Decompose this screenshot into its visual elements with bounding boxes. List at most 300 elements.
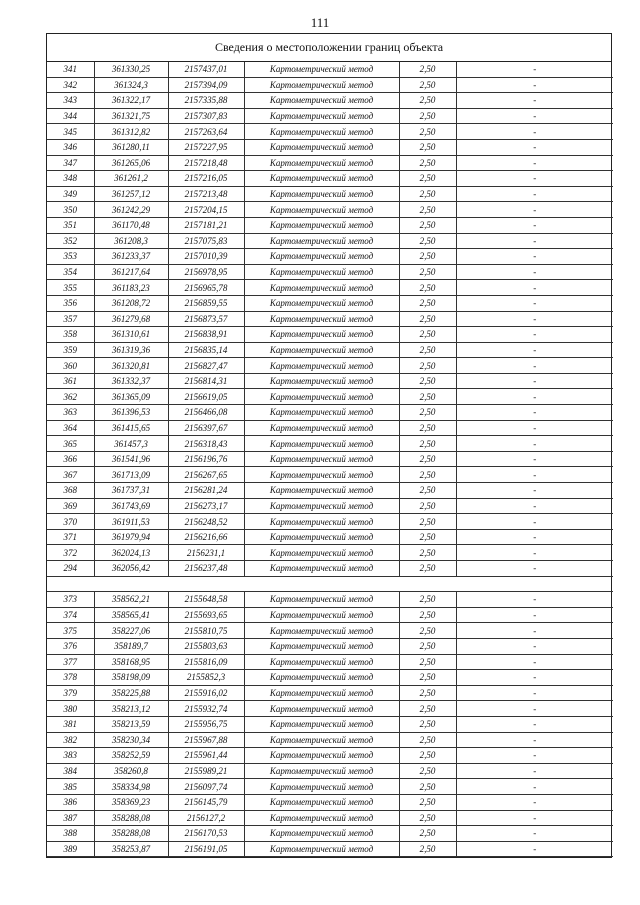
point-number-cell: 359 [47, 342, 94, 358]
method-cell: Картометрический метод [244, 810, 399, 826]
description-cell: - [456, 763, 613, 779]
table-title: Сведения о местоположении границ объекта [47, 34, 611, 62]
x-coordinate-cell: 361242,29 [94, 202, 168, 218]
point-number-cell: 363 [47, 405, 94, 421]
x-coordinate-cell: 361737,31 [94, 483, 168, 499]
y-coordinate-cell: 2156978,95 [168, 264, 244, 280]
description-cell: - [456, 732, 613, 748]
description-cell: - [456, 545, 613, 561]
point-number-cell: 371 [47, 529, 94, 545]
x-coordinate-cell: 361170,48 [94, 217, 168, 233]
point-number-cell: 362 [47, 389, 94, 405]
x-coordinate-cell: 361279,68 [94, 311, 168, 327]
table-row [47, 826, 613, 842]
accuracy-cell: 2,50 [399, 264, 456, 280]
y-coordinate-cell: 2155967,88 [168, 732, 244, 748]
method-cell: Картометрический метод [244, 295, 399, 311]
description-cell: - [456, 826, 613, 842]
method-cell: Картометрический метод [244, 311, 399, 327]
accuracy-cell: 2,50 [399, 763, 456, 779]
table-row [47, 545, 613, 561]
point-number-cell: 350 [47, 202, 94, 218]
x-coordinate-cell: 358562,21 [94, 592, 168, 608]
table-row [47, 249, 613, 265]
point-number-cell: 381 [47, 716, 94, 732]
x-coordinate-cell: 361415,65 [94, 420, 168, 436]
point-number-cell: 370 [47, 514, 94, 530]
y-coordinate-cell: 2156267,65 [168, 467, 244, 483]
point-number-cell: 382 [47, 732, 94, 748]
description-cell: - [456, 186, 613, 202]
point-number-cell: 343 [47, 93, 94, 109]
point-number-cell: 356 [47, 295, 94, 311]
description-cell: - [456, 685, 613, 701]
x-coordinate-cell: 361321,75 [94, 108, 168, 124]
y-coordinate-cell: 2156216,66 [168, 529, 244, 545]
description-cell: - [456, 358, 613, 374]
point-number-cell: 353 [47, 249, 94, 265]
accuracy-cell: 2,50 [399, 77, 456, 93]
point-number-cell: 374 [47, 607, 94, 623]
table-row [47, 217, 613, 233]
x-coordinate-cell: 358168,95 [94, 654, 168, 670]
x-coordinate-cell: 361541,96 [94, 451, 168, 467]
y-coordinate-cell: 2156873,57 [168, 311, 244, 327]
description-cell: - [456, 561, 613, 577]
description-cell: - [456, 155, 613, 171]
accuracy-cell: 2,50 [399, 841, 456, 857]
x-coordinate-cell: 361330,25 [94, 62, 168, 77]
point-number-cell: 367 [47, 467, 94, 483]
description-cell: - [456, 623, 613, 639]
table-row [47, 420, 613, 436]
accuracy-cell: 2,50 [399, 483, 456, 499]
table-row [47, 732, 613, 748]
table-row [47, 186, 613, 202]
x-coordinate-cell: 358369,23 [94, 794, 168, 810]
group-separator-row [47, 576, 613, 592]
point-number-cell: 384 [47, 763, 94, 779]
y-coordinate-cell: 2157213,48 [168, 186, 244, 202]
y-coordinate-cell: 2156318,43 [168, 436, 244, 452]
table-row [47, 607, 613, 623]
accuracy-cell: 2,50 [399, 280, 456, 296]
table-row [47, 124, 613, 140]
accuracy-cell: 2,50 [399, 373, 456, 389]
table-row [47, 451, 613, 467]
method-cell: Картометрический метод [244, 623, 399, 639]
method-cell: Картометрический метод [244, 748, 399, 764]
accuracy-cell: 2,50 [399, 654, 456, 670]
method-cell: Картометрический метод [244, 280, 399, 296]
y-coordinate-cell: 2156859,55 [168, 295, 244, 311]
accuracy-cell: 2,50 [399, 561, 456, 577]
point-number-cell: 365 [47, 436, 94, 452]
method-cell: Картометрический метод [244, 124, 399, 140]
y-coordinate-cell: 2156814,31 [168, 373, 244, 389]
description-cell: - [456, 108, 613, 124]
table-row [47, 358, 613, 374]
description-cell: - [456, 202, 613, 218]
table-row [47, 763, 613, 779]
table-row [47, 483, 613, 499]
y-coordinate-cell: 2155810,75 [168, 623, 244, 639]
method-cell: Картометрический метод [244, 264, 399, 280]
description-cell: - [456, 607, 613, 623]
point-number-cell: 386 [47, 794, 94, 810]
method-cell: Картометрический метод [244, 373, 399, 389]
x-coordinate-cell: 358288,08 [94, 826, 168, 842]
method-cell: Картометрический метод [244, 108, 399, 124]
table-row [47, 685, 613, 701]
y-coordinate-cell: 2156466,08 [168, 405, 244, 421]
description-cell: - [456, 280, 613, 296]
x-coordinate-cell: 358213,59 [94, 716, 168, 732]
point-number-cell: 347 [47, 155, 94, 171]
accuracy-cell: 2,50 [399, 93, 456, 109]
y-coordinate-cell: 2155648,58 [168, 592, 244, 608]
point-number-cell: 349 [47, 186, 94, 202]
description-cell: - [456, 451, 613, 467]
accuracy-cell: 2,50 [399, 171, 456, 187]
x-coordinate-cell: 361319,36 [94, 342, 168, 358]
y-coordinate-cell: 2155916,02 [168, 685, 244, 701]
method-cell: Картометрический метод [244, 498, 399, 514]
x-coordinate-cell: 358565,41 [94, 607, 168, 623]
method-cell: Картометрический метод [244, 638, 399, 654]
description-cell: - [456, 498, 613, 514]
description-cell: - [456, 748, 613, 764]
y-coordinate-cell: 2157218,48 [168, 155, 244, 171]
description-cell: - [456, 233, 613, 249]
description-cell: - [456, 436, 613, 452]
method-cell: Картометрический метод [244, 77, 399, 93]
point-number-cell: 366 [47, 451, 94, 467]
method-cell: Картометрический метод [244, 217, 399, 233]
description-cell: - [456, 171, 613, 187]
point-number-cell: 368 [47, 483, 94, 499]
method-cell: Картометрический метод [244, 327, 399, 343]
table-row [47, 701, 613, 717]
description-cell: - [456, 62, 613, 77]
point-number-cell: 373 [47, 592, 94, 608]
y-coordinate-cell: 2156397,67 [168, 420, 244, 436]
coordinates-table [47, 62, 613, 857]
table-row [47, 264, 613, 280]
accuracy-cell: 2,50 [399, 826, 456, 842]
y-coordinate-cell: 2156231,1 [168, 545, 244, 561]
point-number-cell: 376 [47, 638, 94, 654]
accuracy-cell: 2,50 [399, 607, 456, 623]
description-cell: - [456, 483, 613, 499]
y-coordinate-cell: 2155932,74 [168, 701, 244, 717]
table-row [47, 436, 613, 452]
x-coordinate-cell: 358230,34 [94, 732, 168, 748]
description-cell: - [456, 405, 613, 421]
description-cell: - [456, 342, 613, 358]
table-row [47, 561, 613, 577]
accuracy-cell: 2,50 [399, 436, 456, 452]
method-cell: Картометрический метод [244, 155, 399, 171]
y-coordinate-cell: 2156097,74 [168, 779, 244, 795]
x-coordinate-cell: 361280,11 [94, 139, 168, 155]
table-row [47, 295, 613, 311]
description-cell: - [456, 638, 613, 654]
point-number-cell: 372 [47, 545, 94, 561]
method-cell: Картометрический метод [244, 779, 399, 795]
method-cell: Картометрический метод [244, 514, 399, 530]
accuracy-cell: 2,50 [399, 249, 456, 265]
point-number-cell: 360 [47, 358, 94, 374]
description-cell: - [456, 529, 613, 545]
x-coordinate-cell: 361217,64 [94, 264, 168, 280]
y-coordinate-cell: 2157181,21 [168, 217, 244, 233]
x-coordinate-cell: 361257,12 [94, 186, 168, 202]
table-row [47, 794, 613, 810]
point-number-cell: 355 [47, 280, 94, 296]
y-coordinate-cell: 2157335,88 [168, 93, 244, 109]
description-cell: - [456, 841, 613, 857]
accuracy-cell: 2,50 [399, 748, 456, 764]
x-coordinate-cell: 361457,3 [94, 436, 168, 452]
table-row [47, 498, 613, 514]
table-row [47, 810, 613, 826]
table-row [47, 342, 613, 358]
accuracy-cell: 2,50 [399, 716, 456, 732]
x-coordinate-cell: 361320,81 [94, 358, 168, 374]
y-coordinate-cell: 2156835,14 [168, 342, 244, 358]
table-row [47, 77, 613, 93]
point-number-cell: 348 [47, 171, 94, 187]
table-row [47, 748, 613, 764]
description-cell: - [456, 514, 613, 530]
y-coordinate-cell: 2156127,2 [168, 810, 244, 826]
description-cell: - [456, 389, 613, 405]
table-row [47, 592, 613, 608]
x-coordinate-cell: 361261,2 [94, 171, 168, 187]
y-coordinate-cell: 2156145,79 [168, 794, 244, 810]
y-coordinate-cell: 2156237,48 [168, 561, 244, 577]
y-coordinate-cell: 2157216,05 [168, 171, 244, 187]
x-coordinate-cell: 361979,94 [94, 529, 168, 545]
description-cell: - [456, 779, 613, 795]
method-cell: Картометрический метод [244, 794, 399, 810]
point-number-cell: 389 [47, 841, 94, 857]
x-coordinate-cell: 361911,53 [94, 514, 168, 530]
y-coordinate-cell: 2155852,3 [168, 670, 244, 686]
y-coordinate-cell: 2155989,21 [168, 763, 244, 779]
description-cell: - [456, 420, 613, 436]
method-cell: Картометрический метод [244, 93, 399, 109]
description-cell: - [456, 295, 613, 311]
method-cell: Картометрический метод [244, 186, 399, 202]
method-cell: Картометрический метод [244, 233, 399, 249]
x-coordinate-cell: 361324,3 [94, 77, 168, 93]
accuracy-cell: 2,50 [399, 420, 456, 436]
page-number: 111 [310, 15, 330, 30]
description-cell: - [456, 810, 613, 826]
accuracy-cell: 2,50 [399, 295, 456, 311]
accuracy-cell: 2,50 [399, 124, 456, 140]
y-coordinate-cell: 2155956,75 [168, 716, 244, 732]
x-coordinate-cell: 361310,61 [94, 327, 168, 343]
table-row [47, 155, 613, 171]
method-cell: Картометрический метод [244, 358, 399, 374]
method-cell: Картометрический метод [244, 342, 399, 358]
point-number-cell: 341 [47, 62, 94, 77]
table-row [47, 373, 613, 389]
method-cell: Картометрический метод [244, 685, 399, 701]
method-cell: Картометрический метод [244, 405, 399, 421]
point-number-cell: 369 [47, 498, 94, 514]
point-number-cell: 345 [47, 124, 94, 140]
accuracy-cell: 2,50 [399, 638, 456, 654]
table-row [47, 280, 613, 296]
accuracy-cell: 2,50 [399, 139, 456, 155]
y-coordinate-cell: 2157437,01 [168, 62, 244, 77]
y-coordinate-cell: 2156965,78 [168, 280, 244, 296]
point-number-cell: 357 [47, 311, 94, 327]
method-cell: Картометрический метод [244, 592, 399, 608]
description-cell: - [456, 654, 613, 670]
y-coordinate-cell: 2157394,09 [168, 77, 244, 93]
table-row [47, 716, 613, 732]
method-cell: Картометрический метод [244, 467, 399, 483]
accuracy-cell: 2,50 [399, 670, 456, 686]
method-cell: Картометрический метод [244, 202, 399, 218]
description-cell: - [456, 93, 613, 109]
y-coordinate-cell: 2155693,65 [168, 607, 244, 623]
accuracy-cell: 2,50 [399, 467, 456, 483]
accuracy-cell: 2,50 [399, 108, 456, 124]
y-coordinate-cell: 2157204,15 [168, 202, 244, 218]
accuracy-cell: 2,50 [399, 202, 456, 218]
accuracy-cell: 2,50 [399, 794, 456, 810]
accuracy-cell: 2,50 [399, 62, 456, 77]
accuracy-cell: 2,50 [399, 779, 456, 795]
point-number-cell: 385 [47, 779, 94, 795]
method-cell: Картометрический метод [244, 561, 399, 577]
y-coordinate-cell: 2156248,52 [168, 514, 244, 530]
y-coordinate-cell: 2156273,17 [168, 498, 244, 514]
method-cell: Картометрический метод [244, 529, 399, 545]
description-cell: - [456, 327, 613, 343]
table-row [47, 233, 613, 249]
y-coordinate-cell: 2157263,64 [168, 124, 244, 140]
x-coordinate-cell: 358189,7 [94, 638, 168, 654]
method-cell: Картометрический метод [244, 841, 399, 857]
accuracy-cell: 2,50 [399, 810, 456, 826]
x-coordinate-cell: 361233,37 [94, 249, 168, 265]
method-cell: Картометрический метод [244, 436, 399, 452]
point-number-cell: 377 [47, 654, 94, 670]
point-number-cell: 378 [47, 670, 94, 686]
table-row [47, 779, 613, 795]
accuracy-cell: 2,50 [399, 451, 456, 467]
method-cell: Картометрический метод [244, 249, 399, 265]
point-number-cell: 379 [47, 685, 94, 701]
method-cell: Картометрический метод [244, 763, 399, 779]
x-coordinate-cell: 361322,17 [94, 93, 168, 109]
table-row [47, 311, 613, 327]
y-coordinate-cell: 2156827,47 [168, 358, 244, 374]
x-coordinate-cell: 361713,09 [94, 467, 168, 483]
table-row [47, 529, 613, 545]
accuracy-cell: 2,50 [399, 342, 456, 358]
method-cell: Картометрический метод [244, 716, 399, 732]
table-row [47, 139, 613, 155]
description-cell: - [456, 592, 613, 608]
accuracy-cell: 2,50 [399, 327, 456, 343]
y-coordinate-cell: 2157227,95 [168, 139, 244, 155]
method-cell: Картометрический метод [244, 62, 399, 77]
accuracy-cell: 2,50 [399, 311, 456, 327]
y-coordinate-cell: 2156170,53 [168, 826, 244, 842]
method-cell: Картометрический метод [244, 451, 399, 467]
table-row [47, 202, 613, 218]
point-number-cell: 361 [47, 373, 94, 389]
method-cell: Картометрический метод [244, 420, 399, 436]
x-coordinate-cell: 358227,06 [94, 623, 168, 639]
table-row [47, 405, 613, 421]
y-coordinate-cell: 2155803,63 [168, 638, 244, 654]
y-coordinate-cell: 2155961,44 [168, 748, 244, 764]
table-row [47, 93, 613, 109]
x-coordinate-cell: 358213,12 [94, 701, 168, 717]
accuracy-cell: 2,50 [399, 592, 456, 608]
accuracy-cell: 2,50 [399, 701, 456, 717]
description-cell: - [456, 77, 613, 93]
x-coordinate-cell: 361396,53 [94, 405, 168, 421]
point-number-cell: 346 [47, 139, 94, 155]
point-number-cell: 352 [47, 233, 94, 249]
point-number-cell: 358 [47, 327, 94, 343]
y-coordinate-cell: 2157075,83 [168, 233, 244, 249]
point-number-cell: 351 [47, 217, 94, 233]
y-coordinate-cell: 2156838,91 [168, 327, 244, 343]
point-number-cell: 344 [47, 108, 94, 124]
x-coordinate-cell: 358334,98 [94, 779, 168, 795]
table-row [47, 514, 613, 530]
accuracy-cell: 2,50 [399, 233, 456, 249]
x-coordinate-cell: 361743,69 [94, 498, 168, 514]
table-row [47, 327, 613, 343]
point-number-cell: 354 [47, 264, 94, 280]
accuracy-cell: 2,50 [399, 685, 456, 701]
method-cell: Картометрический метод [244, 545, 399, 561]
method-cell: Картометрический метод [244, 701, 399, 717]
y-coordinate-cell: 2156196,76 [168, 451, 244, 467]
point-number-cell: 380 [47, 701, 94, 717]
point-number-cell: 364 [47, 420, 94, 436]
separator-cell [47, 576, 613, 592]
description-cell: - [456, 716, 613, 732]
table-row [47, 654, 613, 670]
description-cell: - [456, 249, 613, 265]
description-cell: - [456, 311, 613, 327]
x-coordinate-cell: 361365,09 [94, 389, 168, 405]
description-cell: - [456, 139, 613, 155]
table-row [47, 623, 613, 639]
method-cell: Картометрический метод [244, 389, 399, 405]
y-coordinate-cell: 2157307,83 [168, 108, 244, 124]
x-coordinate-cell: 361183,23 [94, 280, 168, 296]
x-coordinate-cell: 358253,87 [94, 841, 168, 857]
point-number-cell: 342 [47, 77, 94, 93]
x-coordinate-cell: 361265,06 [94, 155, 168, 171]
accuracy-cell: 2,50 [399, 358, 456, 374]
accuracy-cell: 2,50 [399, 623, 456, 639]
